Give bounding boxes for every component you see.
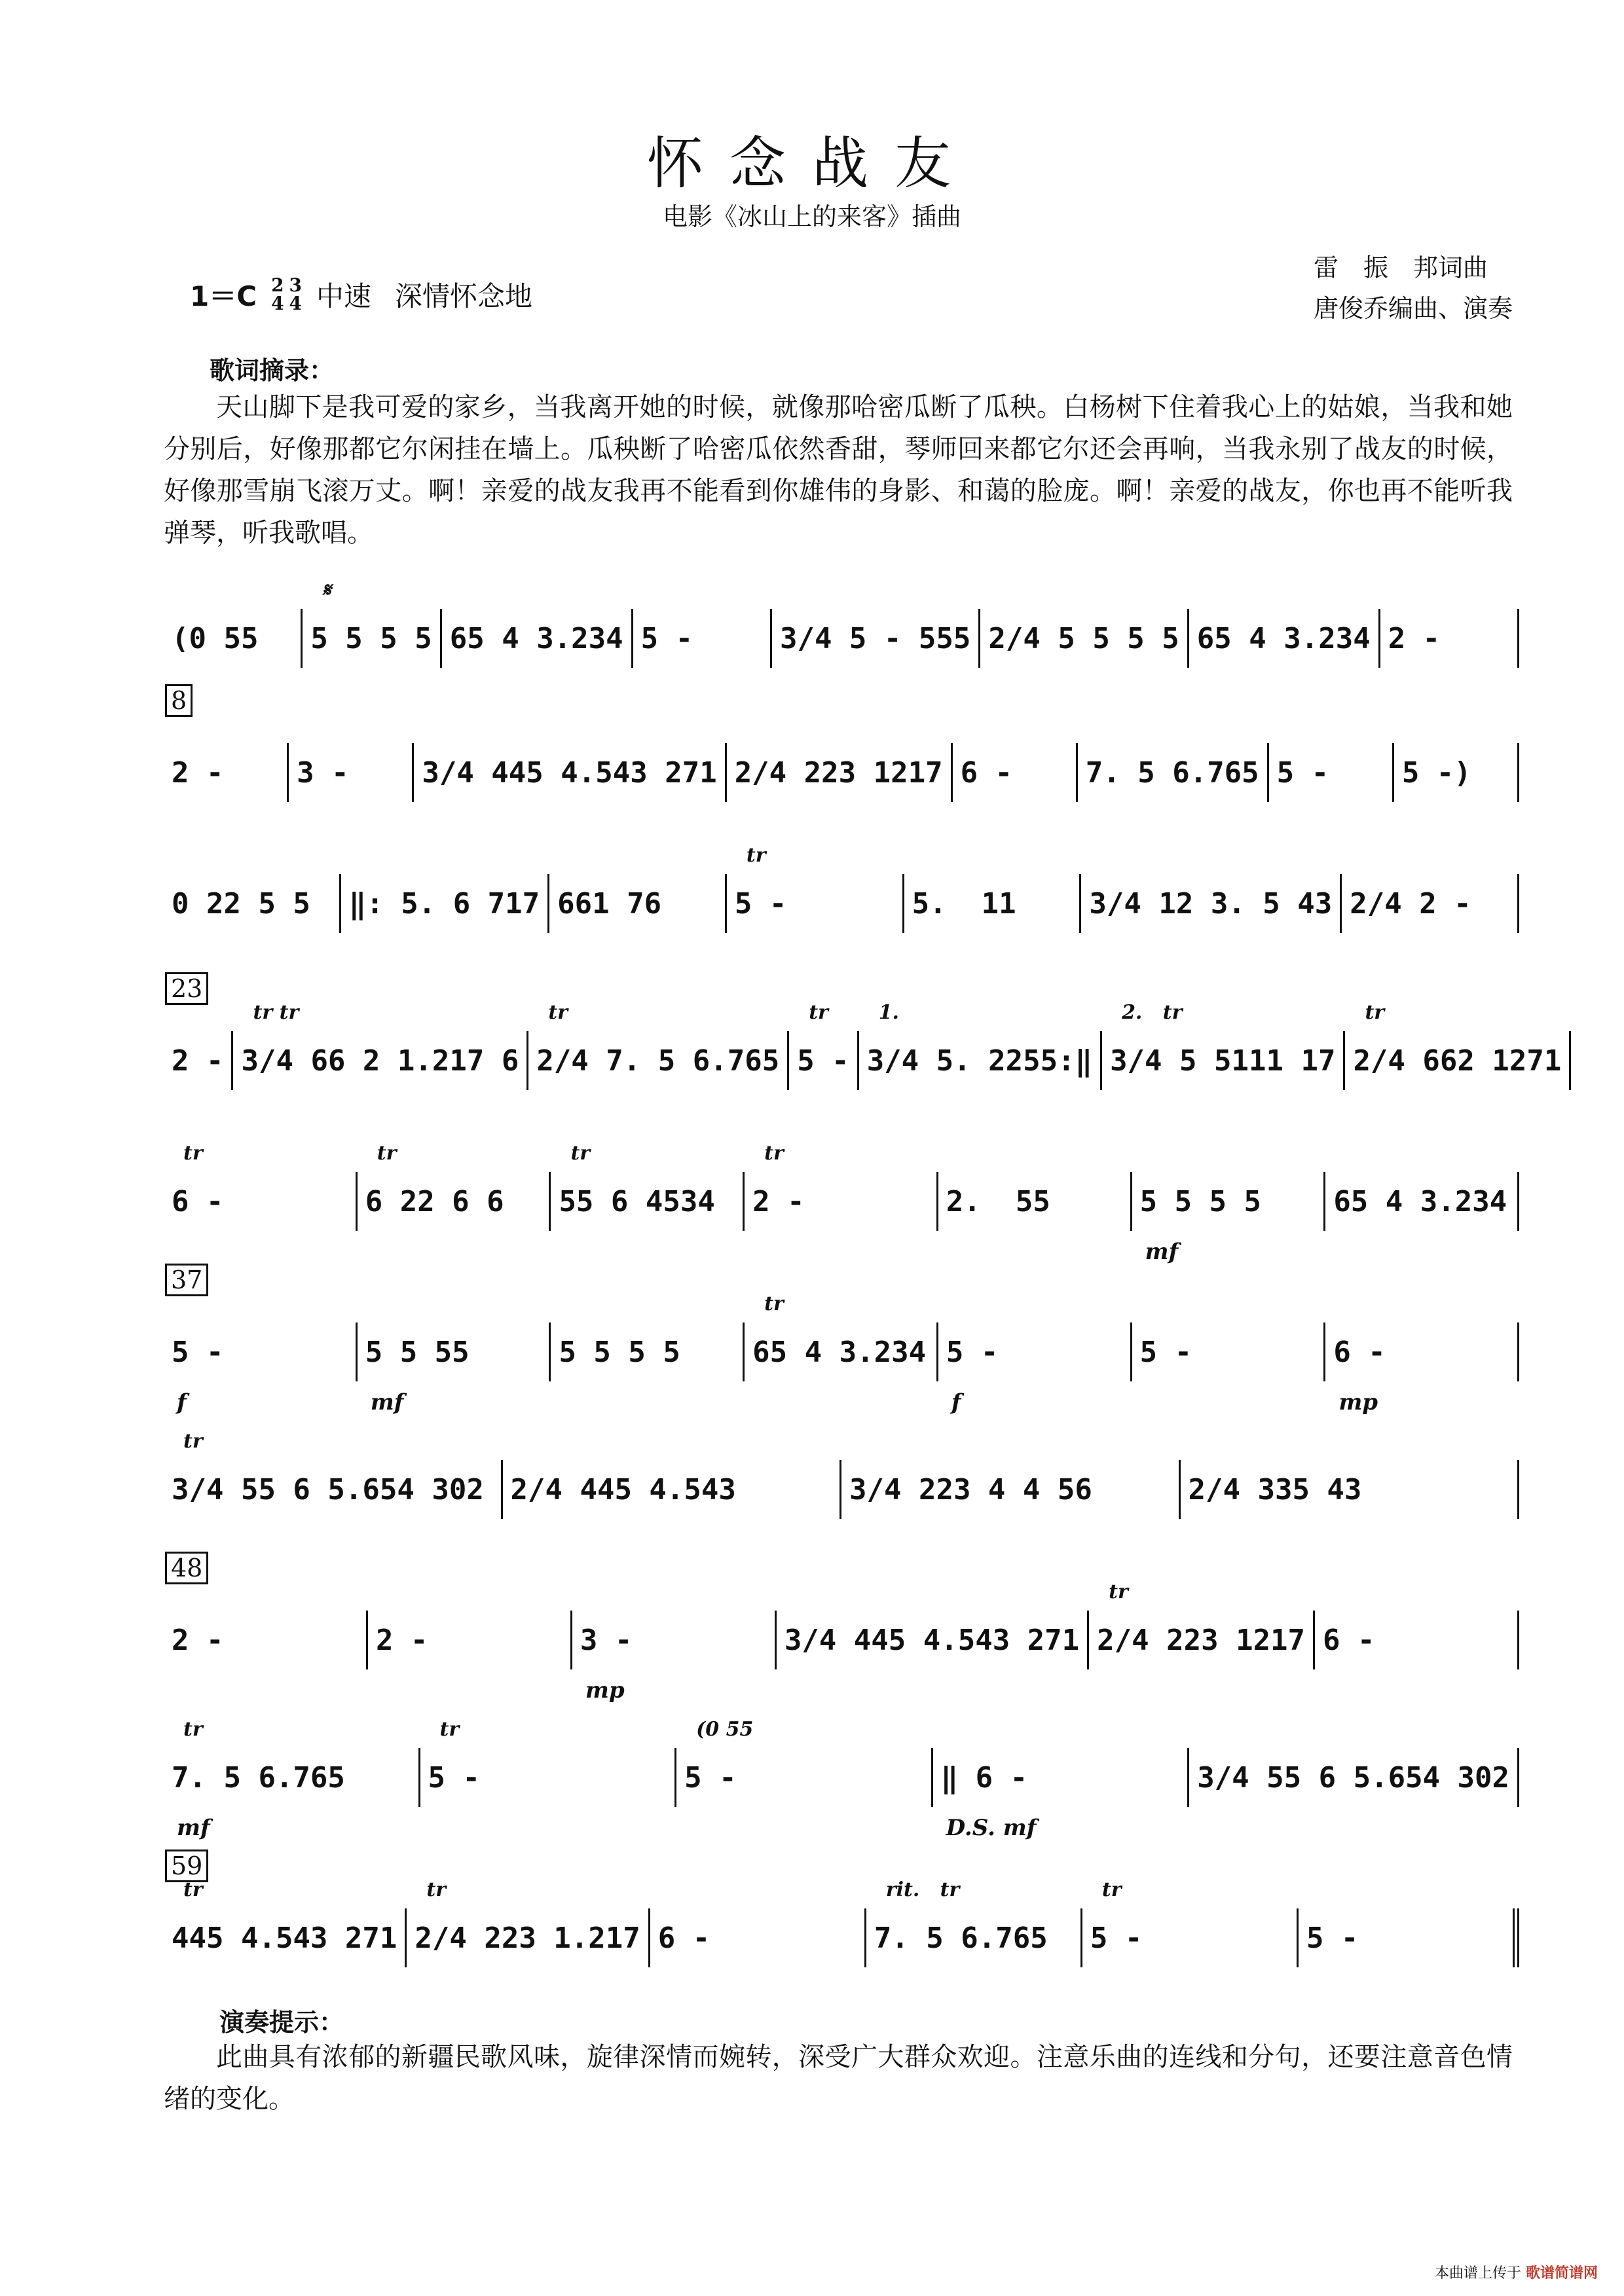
measure (164, 1430, 503, 1519)
ornament-mark: tr (570, 1142, 591, 1165)
dynamic-mark: f (951, 1389, 961, 1415)
measure (1082, 1878, 1299, 1967)
hints-text: 此曲具有浓郁的新疆民歌风味，旋律深情而婉转，深受广大群众欢迎。注意乐曲的连线和分句，还要注意音色情绪的变化。 (164, 2042, 1513, 2114)
time-den: 4 (271, 293, 284, 314)
ornament-mark: (0 55 (696, 1718, 754, 1741)
measure (358, 1322, 551, 1415)
measure-notes: 2/4 662 1271 (1353, 1044, 1562, 1078)
measure (1132, 1322, 1326, 1381)
measure-notes: 6 22 6 6 (365, 1184, 504, 1218)
measure (551, 1142, 745, 1231)
measure-notes: 5 - (946, 1335, 999, 1369)
measure (1342, 874, 1519, 933)
measure-notes: 6 - (1333, 1335, 1386, 1369)
measure-notes: 2 - (375, 1623, 428, 1657)
measure (164, 1878, 407, 1967)
measure (745, 1142, 938, 1231)
measure-notes: 5 5 5 5 (310, 621, 432, 655)
measure-notes: 3/4 223 4 4 56 (849, 1472, 1092, 1506)
lyricist-composer: 雷 振 邦词曲 (1313, 253, 1488, 282)
measure-notes: 2/4 5 5 5 5 (988, 621, 1179, 655)
measure (1081, 874, 1342, 933)
measure-notes: 65 4 3.234 (449, 621, 623, 655)
measure (904, 874, 1082, 933)
measure-notes: 3 - (580, 1623, 633, 1657)
page-title: 怀念战友 (647, 131, 977, 196)
ornament-mark: rit. tr (885, 1878, 960, 1901)
measure-notes: 2. 55 (946, 1184, 1050, 1218)
measure-notes: 5 5 5 5 (1139, 1184, 1262, 1218)
dynamic-mark: mf (1145, 1239, 1179, 1265)
measure (503, 1460, 842, 1519)
staff-line (164, 579, 1519, 668)
measure-notes: 445 4.543 271 (172, 1921, 397, 1955)
measure-notes: 5 - (734, 886, 787, 920)
measure-notes: ‖ 6 - (940, 1760, 1028, 1795)
measure (442, 609, 633, 668)
measure-notes: 3/4 5 5111 17 (1110, 1044, 1336, 1078)
measure-notes: 6 - (960, 756, 1013, 790)
measure (633, 609, 772, 668)
dynamic-mark: f (177, 1389, 187, 1415)
measure-notes: 2 - (752, 1184, 805, 1218)
measure (303, 579, 441, 668)
ornament-mark: tr (183, 1142, 203, 1165)
measure-notes: 3/4 12 3. 5 43 (1089, 886, 1333, 920)
measure (358, 1142, 551, 1231)
measure (1345, 1001, 1571, 1090)
measure-notes: 0 22 5 5 (172, 886, 310, 920)
measure (727, 743, 953, 802)
measure-notes: (0 55 (172, 621, 259, 655)
measure (414, 743, 726, 802)
measure (164, 1322, 358, 1415)
dynamic-mark: D.S. mf (946, 1815, 1037, 1841)
lyrics-heading: 歌词摘录： (210, 356, 335, 385)
measure (933, 1748, 1190, 1841)
measure-notes: 6 - (657, 1921, 710, 1955)
measure (866, 1878, 1082, 1967)
measure (777, 1611, 1089, 1669)
measure-notes: 2/4 7. 5 6.765 (536, 1044, 780, 1078)
measure (551, 1322, 745, 1381)
measure-notes: 2/4 335 43 (1188, 1472, 1362, 1506)
rehearsal-number: 8 (165, 684, 193, 717)
time-num: 3 (289, 274, 303, 296)
measure-notes: 5 - (1090, 1921, 1143, 1955)
measure-notes: 65 4 3.234 (1196, 621, 1371, 655)
measure (164, 609, 303, 668)
ornament-mark: tr (746, 844, 766, 867)
measure-notes: 5. 11 (912, 886, 1016, 920)
measure (772, 609, 980, 668)
credits (1314, 247, 1513, 329)
hints-heading: 演奏提示： (219, 2008, 344, 2037)
measure (980, 609, 1189, 668)
measure-notes: 3/4 66 2 1.217 6 (241, 1044, 519, 1078)
measure (407, 1878, 650, 1967)
ornament-mark: tr (439, 1718, 460, 1741)
measure (789, 1001, 858, 1090)
time-signature-1 (271, 276, 284, 313)
measure (1325, 1172, 1519, 1231)
measure-notes: 5 -) (1401, 756, 1471, 790)
footer-brand: 歌谱简谱网 (1525, 2265, 1598, 2282)
measure-notes: 5 - (1276, 756, 1329, 790)
measure-notes: 2/4 223 1.217 (415, 1921, 640, 1955)
measure (164, 1718, 420, 1841)
ornament-mark: tr (764, 1142, 784, 1165)
measure (938, 1322, 1132, 1415)
measure (1299, 1908, 1519, 1967)
measure (1189, 1748, 1519, 1807)
ornament-mark: tr (764, 1292, 784, 1315)
footer-watermark (1435, 2262, 1598, 2282)
measure-notes: 2 - (172, 1623, 224, 1657)
dynamic-mark: mp (585, 1677, 625, 1704)
time-den: 4 (289, 293, 303, 314)
measure (233, 1001, 528, 1090)
measure-notes: 3/4 445 4.543 271 (784, 1623, 1080, 1657)
measure-notes: 5 5 5 5 (559, 1335, 680, 1369)
key: 1＝C (190, 280, 257, 312)
measure (528, 1001, 789, 1090)
lyrics-text: 天山脚下是我可爱的家乡，当我离开她的时候，就像那哈密瓜断了瓜秧。白杨树下住着我心上的姑娘，当我和她分别后，好像那都它尔闲挂在墙上。瓜秧断了哈密瓜依然香甜，琴师回来都它尔还会再响，当我永别了战友的时候，好像那雪崩飞滚万丈。啊！亲爱的战友我再不能看到你雄伟的身影、和蔼的脸庞。啊！亲爱的战友，你也再不能听我弹琴，听我歌唱。 (164, 392, 1513, 548)
staff-line (164, 1142, 1519, 1265)
measure (341, 874, 549, 933)
measure (859, 1001, 1102, 1090)
rehearsal-number: 37 (165, 1264, 208, 1296)
measure-notes: 5 - (640, 621, 693, 655)
staff-line (164, 1718, 1519, 1841)
ornament-mark: 𝄋 (322, 579, 331, 602)
measure-notes: 3/4 55 6 5.654 302 (1197, 1760, 1510, 1795)
staff-line (164, 844, 1519, 933)
measure (1315, 1611, 1519, 1669)
measure (164, 1611, 368, 1669)
ornament-mark: tr (183, 1878, 203, 1901)
dynamic-mark: mf (177, 1815, 210, 1841)
measure-notes: 6 - (172, 1184, 224, 1218)
measure (938, 1172, 1132, 1231)
measure-notes: 65 4 3.234 (1333, 1184, 1507, 1218)
measure (1181, 1460, 1520, 1519)
measure-notes: 2/4 223 1217 (734, 756, 943, 790)
arranger: 唐俊乔编曲、演奏 (1313, 294, 1513, 323)
staff-line (164, 1430, 1519, 1519)
staff-line (164, 1001, 1562, 1090)
measure-notes: 5 - (797, 1044, 849, 1078)
expression: 深情怀念地 (395, 280, 533, 312)
measure (1380, 609, 1519, 668)
subtitle: 电影《冰山上的来客》插曲 (662, 202, 961, 231)
measure (1078, 743, 1269, 802)
measure (164, 1142, 358, 1231)
measure (1394, 743, 1519, 802)
measure (1189, 609, 1380, 668)
measure-notes: 2/4 2 - (1350, 886, 1471, 920)
measure-notes: 5 - (428, 1760, 481, 1795)
measure (1325, 1322, 1519, 1415)
ornament-mark: tr (1365, 1001, 1385, 1024)
ornament-mark: 2. tr (1122, 1001, 1183, 1024)
measure-notes: 55 6 4534 (559, 1184, 715, 1218)
rehearsal-number: 48 (165, 1552, 208, 1584)
measure (953, 743, 1078, 802)
measure-notes: 5 - (1306, 1921, 1359, 1955)
measure (572, 1611, 777, 1704)
measure-notes: 5 - (172, 1335, 224, 1369)
time-signature-2 (289, 276, 302, 313)
measure-notes: 2 - (172, 756, 224, 790)
measure (1089, 1580, 1315, 1669)
measure (745, 1292, 938, 1381)
ornament-mark: tr (809, 1001, 828, 1024)
measure-notes: 65 4 3.234 (752, 1335, 927, 1369)
measure (420, 1718, 677, 1807)
measure-notes: 2/4 223 1217 (1097, 1623, 1306, 1657)
ornament-mark: tr (548, 1001, 568, 1024)
footer-uploaded: 本曲谱上传于 (1434, 2265, 1521, 2282)
measure (1269, 743, 1394, 802)
staff-line (164, 1292, 1519, 1415)
key-signature (190, 275, 532, 314)
measure (164, 1031, 233, 1090)
dynamic-mark: mf (370, 1389, 404, 1415)
measure-notes: 6 - (1323, 1623, 1375, 1657)
measure-notes: 5 5 55 (365, 1335, 470, 1369)
measure (289, 743, 414, 802)
measure (549, 874, 727, 933)
measure (676, 1718, 933, 1807)
ornament-mark: tr tr (253, 1001, 299, 1024)
measure (164, 874, 341, 933)
measure-notes: ‖: 5. 6 717 (348, 886, 540, 920)
measure-notes: 3/4 5. 2255:‖ (866, 1044, 1093, 1078)
staff-line (164, 743, 1519, 802)
dynamic-mark: mp (1338, 1389, 1378, 1415)
measure-notes: 2 - (172, 1044, 224, 1078)
ornament-mark: tr (183, 1718, 203, 1741)
ornament-mark: tr (377, 1142, 397, 1165)
measure-notes: 3/4 445 4.543 271 (422, 756, 717, 790)
measure-notes: 5 - (684, 1760, 737, 1795)
measure-notes: 3 - (297, 756, 349, 790)
measure-notes: 5 - (1139, 1335, 1192, 1369)
measure-notes: 7. 5 6.765 (1085, 756, 1259, 790)
measure-notes: 2 - (1388, 621, 1441, 655)
rehearsal-number: 23 (165, 972, 208, 1005)
measure-notes: 3/4 5 - 555 (779, 621, 971, 655)
measure (164, 743, 289, 802)
measure (368, 1611, 572, 1669)
tempo: 中速 (316, 280, 372, 312)
ornament-mark: tr (1109, 1580, 1128, 1603)
ornament-mark: tr (1101, 1878, 1122, 1901)
measure-notes: 7. 5 6.765 (172, 1760, 345, 1795)
measure-notes: 7. 5 6.765 (874, 1921, 1048, 1955)
measure (1102, 1001, 1345, 1090)
staff-line (164, 1580, 1519, 1704)
measure-notes: 661 76 (557, 886, 662, 920)
measure-notes: 2/4 445 4.543 (510, 1472, 736, 1506)
ornament-mark: 1. (878, 1001, 900, 1024)
staff-line (164, 1878, 1519, 1967)
ornament-mark: tr (426, 1878, 447, 1901)
ornament-mark: tr (183, 1430, 203, 1453)
time-num: 2 (271, 274, 284, 296)
measure (841, 1460, 1181, 1519)
measure-notes: 3/4 55 6 5.654 302 (172, 1472, 484, 1506)
rehearsal-number: 59 (165, 1850, 208, 1882)
measure (727, 844, 904, 933)
measure (650, 1908, 866, 1967)
measure (1132, 1172, 1326, 1265)
